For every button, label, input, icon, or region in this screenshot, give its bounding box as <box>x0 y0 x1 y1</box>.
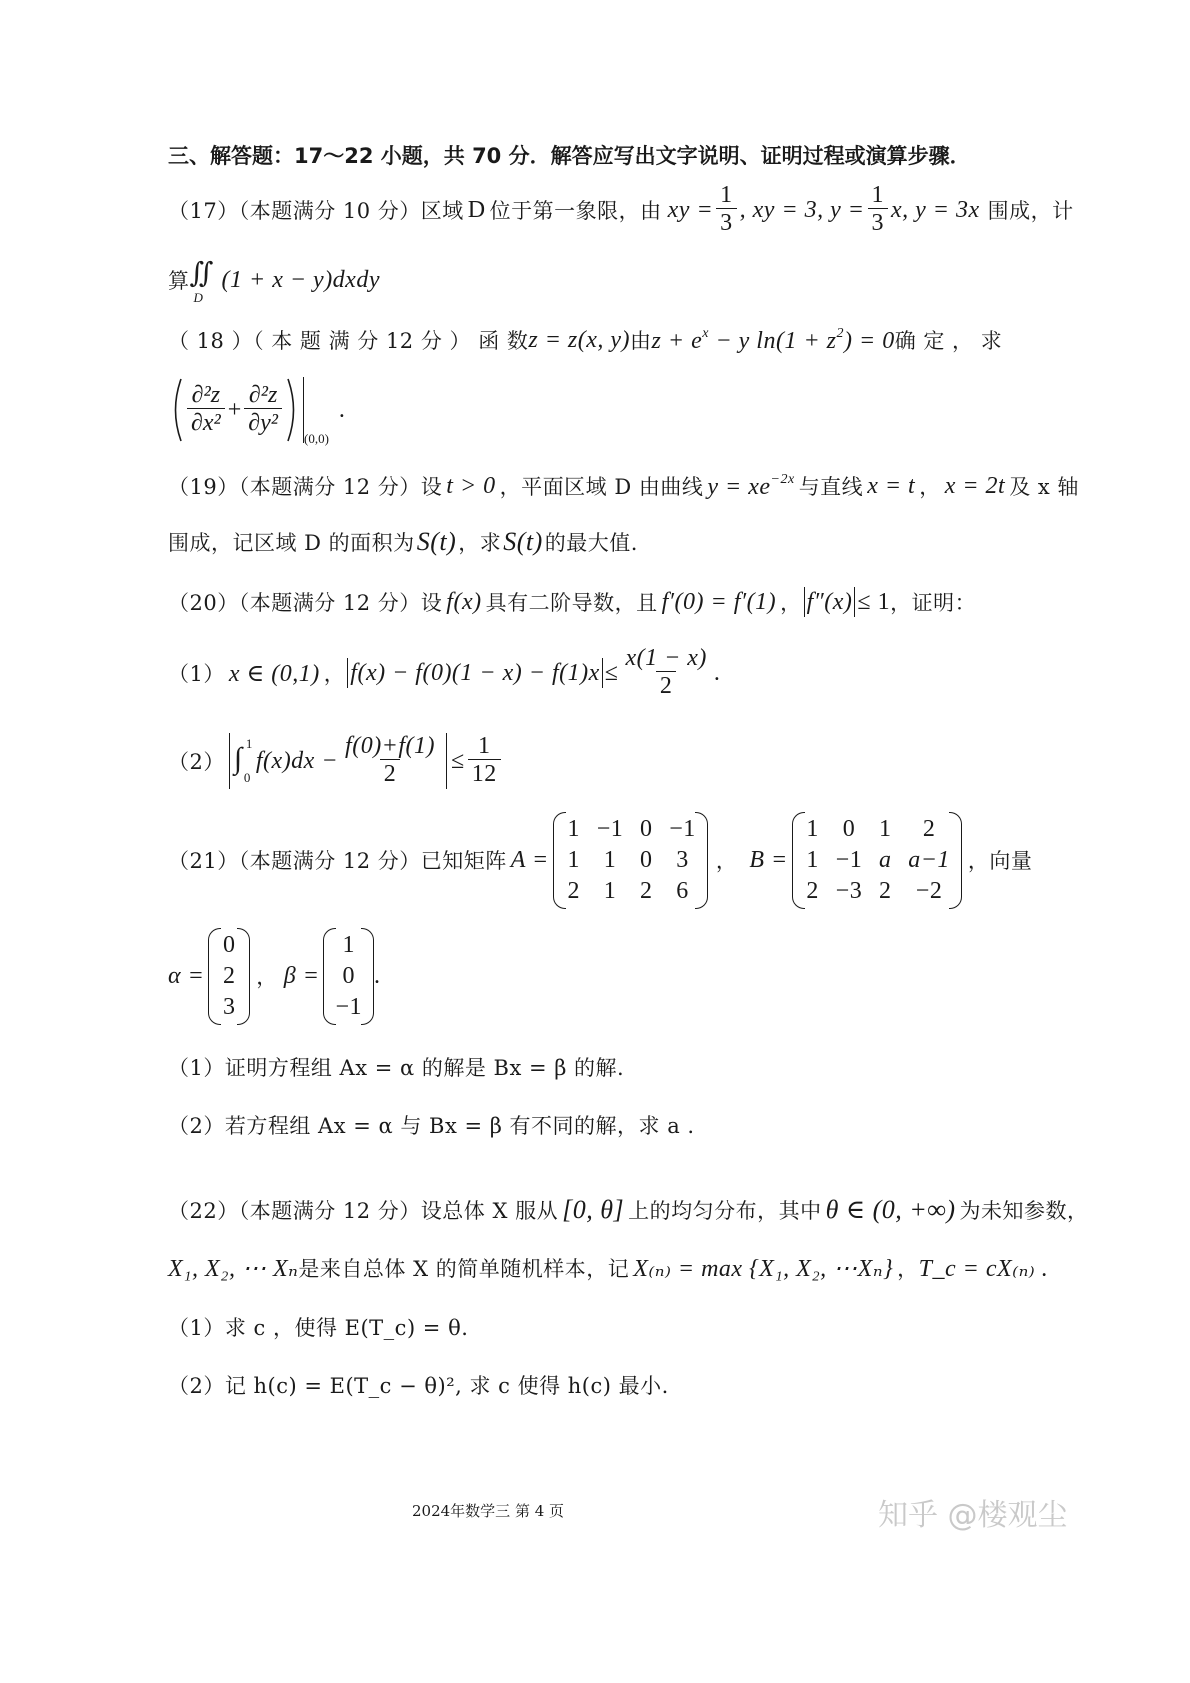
q22-sample: X₁, X₂, ⋯ Xₙ <box>168 1255 299 1282</box>
q18-eval-point: (0,0) <box>303 431 329 446</box>
q20-lead: （20）（本题满分 12 分）设 <box>168 591 443 615</box>
question-22-part2: （2）记 h(c) = E(T_c − θ)², 求 c 使得 h(c) 最小. <box>168 1374 669 1398</box>
matrix-A-cell: −1 <box>669 815 696 842</box>
page-footer: 2024年数学三 第 4 页 <box>412 1502 565 1520</box>
double-integral-sign <box>190 256 218 304</box>
q21-dot: . <box>374 962 381 989</box>
matrix-B-cell: −3 <box>835 877 863 904</box>
q22-line2b: 是来自总体 X 的简单随机样本，记 <box>298 1257 630 1281</box>
q20-p1-le: ≤ <box>604 659 619 686</box>
q20-le1: ≤ 1 <box>857 588 891 615</box>
abs-bar-right-p2 <box>446 733 447 789</box>
q17-curve2: , xy = 3, y = <box>739 196 865 223</box>
question-22-part1: （1）求 c ，使得 E(T_c) = θ. <box>168 1316 469 1340</box>
vector-alpha-cell: 3 <box>223 993 236 1020</box>
q19-with: 与直线 <box>798 475 864 499</box>
q17-integral: ∬ <box>189 258 214 289</box>
question-17-line1 <box>168 180 1074 240</box>
q17-integrand: (1 + x − y)dxdy <box>221 266 380 293</box>
q20-p2-le: ≤ <box>451 747 465 774</box>
question-21-vectors <box>168 928 381 1024</box>
matrix-A-cell: 1 <box>603 846 617 873</box>
q19-st: S(t) <box>416 527 457 556</box>
matrix-A-cell: 2 <box>567 877 580 904</box>
q18-eq-sup2: 2 <box>836 325 844 341</box>
question-20-part1 <box>168 644 720 702</box>
q22-lead: （22）（本题满分 12 分）设总体 X 服从 <box>168 1199 559 1223</box>
matrix-A-cell: 1 <box>567 815 580 842</box>
section-heading: 三、解答题：17～22 小题，共 70 分．解答应写出文字说明、证明过程或演算步骤． <box>168 144 971 168</box>
q20-p2-rden: 12 <box>468 759 501 789</box>
q20-p2-rnum: 1 <box>477 732 491 759</box>
q20-p1-comma: ， <box>323 662 346 686</box>
question-20-part2 <box>168 730 504 792</box>
matrix-A <box>553 812 708 909</box>
q18-eq-a: z + e <box>651 327 703 354</box>
abs-bar-left <box>804 587 805 617</box>
question-21-part2: （2）若方程组 Ax = α 与 Bx = β 有不同的解，求 a . <box>168 1114 695 1138</box>
q21-beta-eq: β = <box>283 962 320 989</box>
q21-vec-sep: ， <box>256 965 278 989</box>
q20-prove: ，证明： <box>890 591 977 615</box>
matrix-A-cell: 1 <box>567 846 580 873</box>
matrix-B-cell: 2 <box>878 877 892 904</box>
q21-sep: ， <box>715 849 738 873</box>
q18-tail: 确 定 ， 求 <box>894 329 1003 353</box>
q20-p1-domain: x ∈ (0,1) <box>228 660 320 687</box>
q19-desc: ，平面区域 D 由曲线 <box>499 475 704 499</box>
matrix-B-cell: 1 <box>806 815 819 842</box>
q19-line2c: 的最大值. <box>544 531 638 555</box>
matrix-B-cell: −1 <box>835 846 863 873</box>
abs-bar-left-p2 <box>229 733 230 789</box>
q22-tail: 为未知参数， <box>959 1199 1089 1223</box>
question-18-line2 <box>168 375 345 445</box>
q20-p1-den: 2 <box>656 671 677 701</box>
q19-comma: ， <box>919 475 941 499</box>
q17-curve1: xy = <box>667 196 714 223</box>
q20-p2-int: ∫ <box>233 742 243 775</box>
q19-curve-sup: −2x <box>770 471 795 487</box>
q21-tail: ，向量 <box>967 849 1033 873</box>
q20-p2-num: f(0)+f(1) <box>345 732 436 759</box>
q18-frac2 <box>244 382 282 438</box>
question-21-line1 <box>168 812 1032 908</box>
definite-integral-sign <box>234 736 256 786</box>
matrix-B <box>792 812 962 909</box>
q18-frac1-den: ∂x² <box>187 408 225 438</box>
matrix-B-cell: 1 <box>806 846 819 873</box>
q17-lead: （17）（本题满分 10 分）区域 <box>168 199 464 223</box>
q20-p2-lower: 0 <box>243 770 251 785</box>
q20-p2-label: （2） <box>168 750 225 774</box>
q19-st-2: S(t) <box>503 527 543 556</box>
q17-frac1-den: 3 <box>716 208 737 238</box>
q18-plus: + <box>227 396 242 423</box>
matrix-B-cell: 1 <box>878 815 892 842</box>
q18-eq-c: ) = 0 <box>844 327 895 354</box>
matrix-B-cell: a <box>878 846 892 873</box>
vector-beta-cell: 0 <box>342 962 355 989</box>
q19-line1: x = t <box>867 472 916 499</box>
q22-desc: 上的均匀分布，其中 <box>628 1199 822 1223</box>
q20-p1-dot: . <box>713 659 721 686</box>
q21-A-eq: A = <box>510 846 549 873</box>
q20-cond2: f″(x) <box>806 588 853 615</box>
q21-alpha-eq: α = <box>168 962 205 989</box>
q20-p2-upper: 1 <box>245 736 253 751</box>
q22-line2d: ， <box>897 1257 919 1281</box>
matrix-A-cell: 2 <box>640 877 653 904</box>
q18-frac1 <box>187 382 225 438</box>
vector-alpha-cell: 0 <box>223 931 236 958</box>
abs-bar-right-p1 <box>602 658 603 688</box>
q18-frac2-den: ∂y² <box>244 408 282 438</box>
q17-domain: D <box>193 290 204 305</box>
q20-comma: ， <box>780 591 802 615</box>
question-17-line2 <box>168 255 380 305</box>
q19-cond: t > 0 <box>446 472 496 499</box>
q19-curve-a: y = xe <box>707 473 771 500</box>
q19-lead: （19）（本题满分 12 分）设 <box>168 475 443 499</box>
abs-bar-right <box>854 587 855 617</box>
q18-eq-b: − y ln(1 + z <box>708 327 837 354</box>
q19-line2b: ，求 <box>458 531 502 555</box>
q19-line2a: 围成，记区域 D 的面积为 <box>168 531 415 555</box>
question-19-line1 <box>168 468 1079 504</box>
q19-axis: 及 x 轴 <box>1009 475 1079 499</box>
matrix-B-cell: 2 <box>806 877 819 904</box>
q20-p2-rhs <box>468 733 501 789</box>
q22-estimator: T_c = cX₍ₙ₎ . <box>918 1255 1049 1282</box>
q17-frac2-den: 3 <box>868 208 889 238</box>
vector-beta-cell: −1 <box>335 993 362 1020</box>
q20-p1-num: x(1 − x) <box>625 644 707 671</box>
watermark: 知乎 @楼观尘 <box>878 1498 1068 1533</box>
q18-equation <box>652 326 895 355</box>
q18-frac1-num: ∂²z <box>191 381 221 408</box>
q21-B-eq: B = <box>749 846 788 873</box>
q20-p2-den: 2 <box>380 759 401 789</box>
matrix-A-cell: 6 <box>676 877 689 904</box>
q17-line2-pre: 算 <box>168 269 190 293</box>
q18-dot: . <box>338 396 345 423</box>
matrix-A-cell: 0 <box>640 815 653 842</box>
q17-desc: 位于第一象限，由 <box>489 199 662 223</box>
vector-alpha-cell: 2 <box>223 962 236 989</box>
q19-curve <box>707 472 794 501</box>
q22-param: θ ∈ (0, +∞) <box>825 1195 956 1224</box>
q17-frac1 <box>716 182 737 238</box>
matrix-B-cell: −2 <box>915 877 943 904</box>
q22-interval: [0, θ] <box>562 1195 625 1224</box>
question-22-line2 <box>168 1250 1048 1286</box>
question-18-line1 <box>168 322 1003 358</box>
q17-curve3: x, y = 3x <box>891 196 980 223</box>
q20-cond1: f′(0) = f′(1) <box>661 588 777 615</box>
question-20-line1 <box>168 584 976 620</box>
q18-by: 由 <box>630 329 652 353</box>
q20-fx: f(x) <box>446 588 482 615</box>
q18-function: z = z(x, y) <box>528 326 631 353</box>
q20-p1-expr: f(x) − f(0)(1 − x) − f(1)x <box>350 659 600 686</box>
matrix-A-cell: 3 <box>676 846 689 873</box>
q18-eq-sup: x <box>702 325 709 341</box>
q20-p2-frac <box>341 733 439 789</box>
matrix-B-cell: a−1 <box>908 846 950 873</box>
q17-frac2-num: 1 <box>871 181 884 208</box>
q18-frac2-num: ∂²z <box>248 381 278 408</box>
q20-desc: 具有二阶导数，且 <box>485 591 658 615</box>
q22-max: X₍ₙ₎ = max {X₁, X₂, ⋯Xₙ} <box>633 1255 894 1282</box>
question-21-part1: （1）证明方程组 Ax = α 的解是 Bx = β 的解. <box>168 1056 625 1080</box>
q21-lead: （21）（本题满分 12 分）已知矩阵 <box>168 849 507 873</box>
abs-bar-left-p1 <box>347 658 348 688</box>
vector-beta-cell: 1 <box>342 931 355 958</box>
q19-line2: x = 2t <box>944 472 1006 499</box>
q20-p2-a: f(x)dx − <box>255 747 339 774</box>
matrix-B-cell: 0 <box>842 815 856 842</box>
vector-alpha <box>208 928 250 1025</box>
q17-frac2 <box>868 182 889 238</box>
right-paren-icon <box>285 377 301 443</box>
q20-p1-label: （1） <box>168 662 225 686</box>
matrix-A-cell: −1 <box>596 815 624 842</box>
q20-p1-frac <box>621 645 710 701</box>
left-paren-icon <box>168 377 184 443</box>
q18-lead: （ 18 ）（ 本 题 满 分 12 分 ） 函 数 <box>168 329 529 353</box>
q17-frac1-num: 1 <box>720 181 733 208</box>
matrix-A-cell: 1 <box>603 877 617 904</box>
question-22-line1 <box>168 1192 1089 1228</box>
vector-beta <box>323 928 374 1025</box>
question-19-line2 <box>168 524 638 560</box>
q17-region: D <box>467 196 486 223</box>
matrix-B-cell: 2 <box>922 815 936 842</box>
matrix-A-cell: 0 <box>640 846 653 873</box>
q17-tail: 围成，计 <box>987 199 1074 223</box>
